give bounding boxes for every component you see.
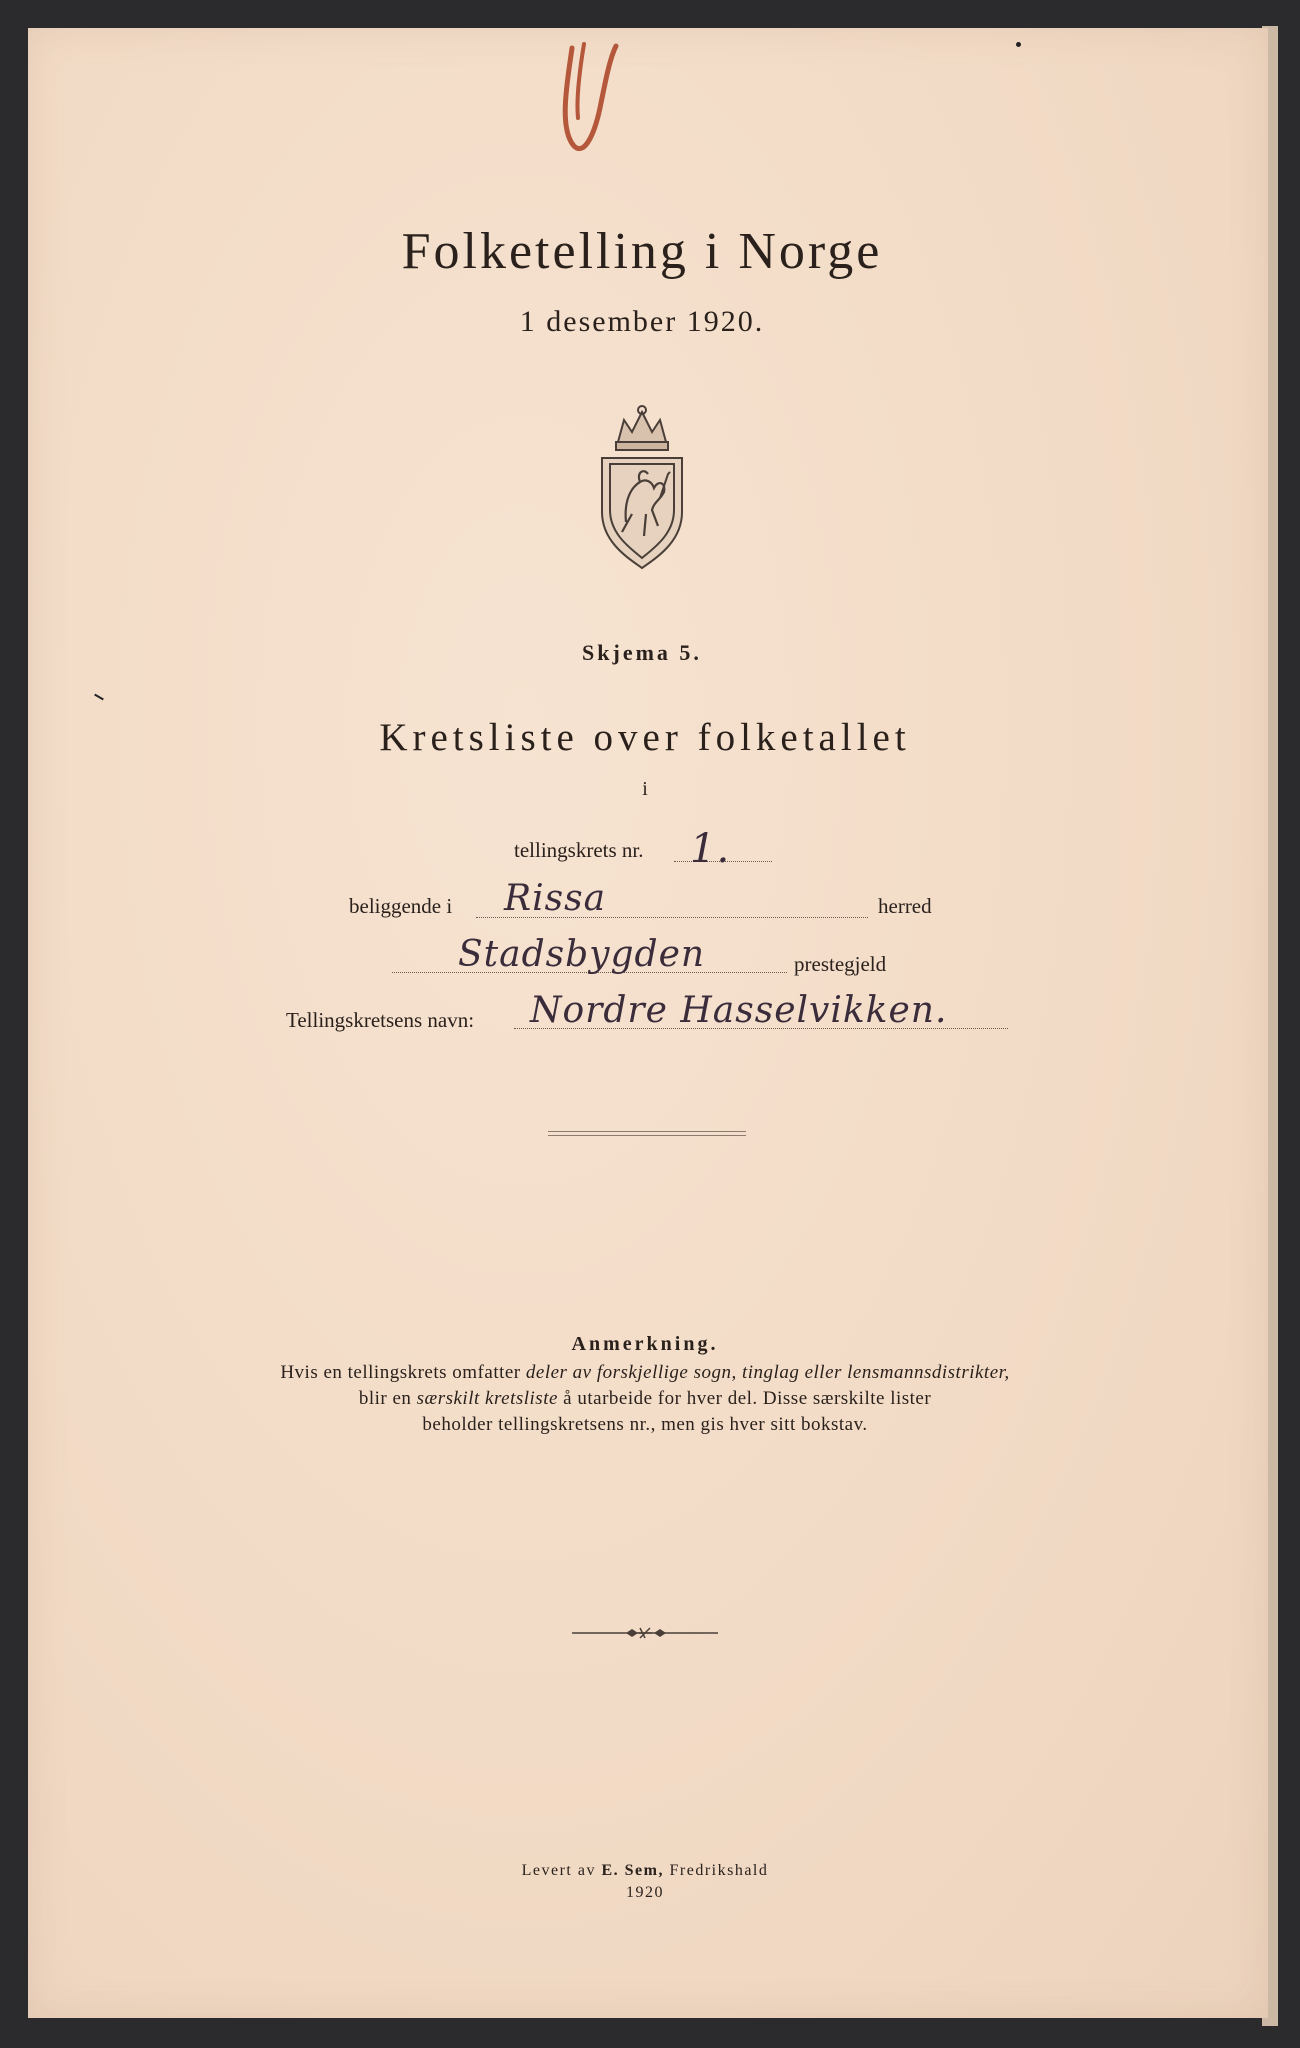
note-line-1-emphasis: deler av forskjellige sogn, tinglag eller lensmannsdistrikter, (525, 1362, 1010, 1383)
note-line-2-text-b: å utarbeide for hver del. Disse særskilte lister (557, 1388, 932, 1409)
printer-line-1 (0, 1862, 1290, 1880)
krets-number-label: tellingskrets nr. (514, 838, 644, 862)
beliggende-label: beliggende i (349, 894, 453, 918)
ornament-divider (570, 1627, 720, 1639)
connector-text: i (642, 778, 648, 800)
schema-label: Skjema 5. (582, 640, 702, 665)
note-line-3: beholder tellingskretsens nr., men gis hver sitt bokstav. (422, 1414, 868, 1435)
form-subtitle: Kretsliste over folketallet (379, 716, 911, 759)
census-date: 1 desember 1920. (519, 305, 765, 338)
note-line-2 (0, 1388, 1290, 1410)
krets-name-label: Tellingskretsens navn: (286, 1008, 475, 1032)
divider-rule (548, 1131, 746, 1136)
herred-label: herred (878, 894, 932, 918)
printer-text-a: Levert av (521, 1862, 602, 1879)
printer-text-b: Fredrikshald (663, 1862, 769, 1879)
printer-year: 1920 (626, 1884, 664, 1901)
prestegjeld-value: Stadsbygden (458, 934, 706, 975)
note-heading: Anmerkning. (571, 1333, 719, 1355)
printer-name: E. Sem, (601, 1862, 664, 1879)
prestegjeld-label: prestegjeld (794, 952, 887, 976)
note-line-1-text: Hvis en tellingskrets omfatter (280, 1362, 526, 1383)
herred-value: Rissa (504, 878, 607, 919)
krets-name-value: Nordre Hasselvikken. (530, 990, 948, 1031)
coat-of-arms-icon (596, 402, 688, 570)
page-title: Folketelling i Norge (401, 223, 883, 280)
note-line-1 (0, 1362, 1290, 1384)
handwritten-mark (550, 38, 630, 158)
ink-speck (1016, 42, 1021, 47)
note-line-2-text-a: blir en (358, 1388, 417, 1409)
krets-number-value: 1. (690, 826, 731, 872)
note-line-2-emphasis: særskilt kretsliste (416, 1388, 558, 1409)
